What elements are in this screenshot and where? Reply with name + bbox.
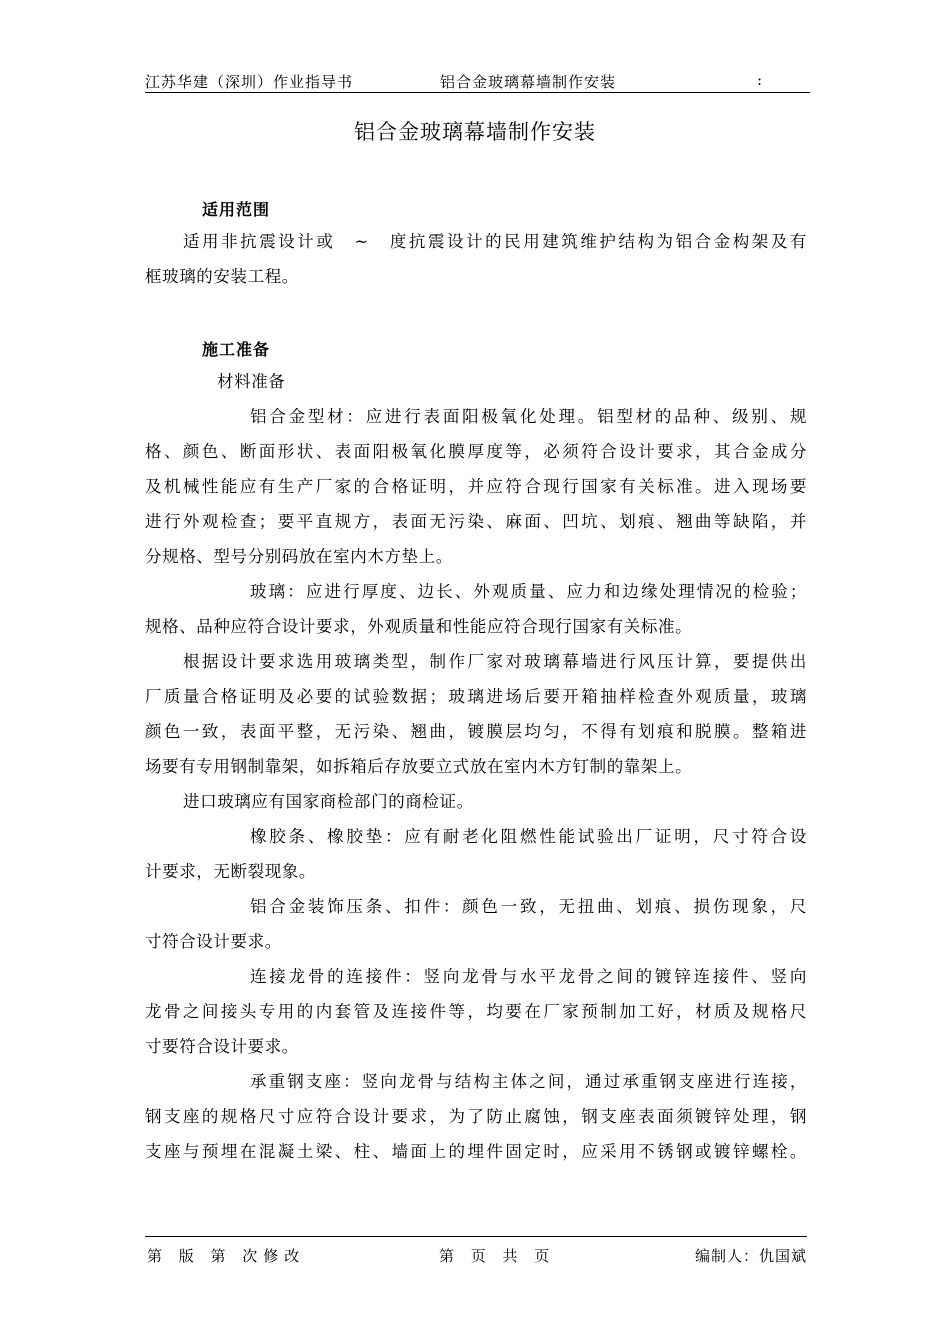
- footer-author: 编制人：仇国斌: [694, 1247, 807, 1265]
- paragraph-line: 计要求，无断裂现象。: [145, 862, 316, 881]
- paragraph-line: 连接龙骨的连接件：竖向龙骨与水平龙骨之间的镀锌连接件、竖向: [250, 967, 807, 986]
- header-number: :: [757, 71, 764, 89]
- paragraph-line: 钢支座的规格尺寸应符合设计要求，为了防止腐蚀，钢支座表面须镀锌处理，钢: [145, 1107, 807, 1126]
- section-heading-scope: 适用范围: [202, 200, 271, 219]
- paragraph-line: 进口玻璃应有国家商检部门的商检证。: [183, 792, 474, 811]
- paragraph-line: 支座与预埋在混凝土梁、柱、墙面上的埋件固定时，应采用不锈钢或镀锌螺栓。: [145, 1142, 807, 1161]
- section-heading-preparation: 施工准备: [202, 340, 271, 359]
- paragraph-line: 格、颜色、断面形状、表面阳极氧化膜厚度等，必须符合设计要求，其合金成分: [145, 442, 807, 461]
- footer-revision: 第 版 第 次修改: [147, 1247, 306, 1265]
- paragraph-line: 根据设计要求选用玻璃类型，制作厂家对玻璃幕墙进行风压计算，要提供出: [183, 652, 807, 671]
- document-title: 铝合金玻璃幕墙制作安装: [354, 120, 596, 144]
- paragraph-line: 玻璃：应进行厚度、边长、外观质量、应力和边缘处理情况的检验；: [250, 582, 807, 601]
- paragraph-line: 场要有专用钢制靠架，如拆箱后存放要立式放在室内木方钉制的靠架上。: [145, 757, 693, 776]
- paragraph-line: 承重钢支座：竖向龙骨与结构主体之间，通过承重钢支座进行连接，: [250, 1072, 807, 1091]
- subsection-heading-materials: 材料准备: [217, 372, 286, 391]
- paragraph-line: 铝合金型材：应进行表面阳极氧化处理。铝型材的品种、级别、规: [250, 407, 807, 426]
- paragraph-line: 及机械性能应有生产厂家的合格证明，并应符合现行国家有关标准。进入现场要: [145, 477, 807, 496]
- paragraph-line: 进行外观检查；要平直规方，表面无污染、麻面、凹坑、划痕、翘曲等缺陷，并: [145, 512, 807, 531]
- paragraph-line: 厂质量合格证明及必要的试验数据；玻璃进场后要开箱抽样检查外观质量，玻璃: [145, 687, 807, 706]
- paragraph-line: 分规格、型号分别码放在室内木方垫上。: [145, 547, 453, 566]
- paragraph-line: 龙骨之间接头专用的内套管及连接件等，均要在厂家预制加工好，材质及规格尺: [145, 1002, 807, 1021]
- paragraph-line: 规格、品种应符合设计要求，外观质量和性能应符合现行国家有关标准。: [145, 617, 693, 636]
- header-document-series: 江苏华建（深圳）作业指导书: [145, 73, 354, 91]
- page-footer: [145, 1236, 807, 1267]
- paragraph-line: 颜色一致，表面平整，无污染、翘曲，镀膜层均匀，不得有划痕和脱膜。整箱进: [145, 722, 807, 741]
- paragraph-line: 铝合金装饰压条、扣件：颜色一致，无扭曲、划痕、损伤现象，尺: [250, 897, 807, 916]
- footer-page-number: 第 页 共 页: [439, 1247, 556, 1265]
- page-header: [145, 68, 810, 93]
- paragraph-line: 框玻璃的安装工程。: [145, 267, 299, 286]
- paragraph-line: 橡胶条、橡胶垫：应有耐老化阻燃性能试验出厂证明，尺寸符合设: [250, 827, 807, 846]
- header-document-title: 铝合金玻璃幕墙制作安装: [440, 73, 617, 91]
- paragraph-line: 寸要符合设计要求。: [145, 1037, 299, 1056]
- paragraph-line: 寸符合设计要求。: [145, 932, 282, 951]
- paragraph-line: 适用非抗震设计或 ~ 度抗震设计的民用建筑维护结构为铝合金构架及有: [183, 232, 807, 251]
